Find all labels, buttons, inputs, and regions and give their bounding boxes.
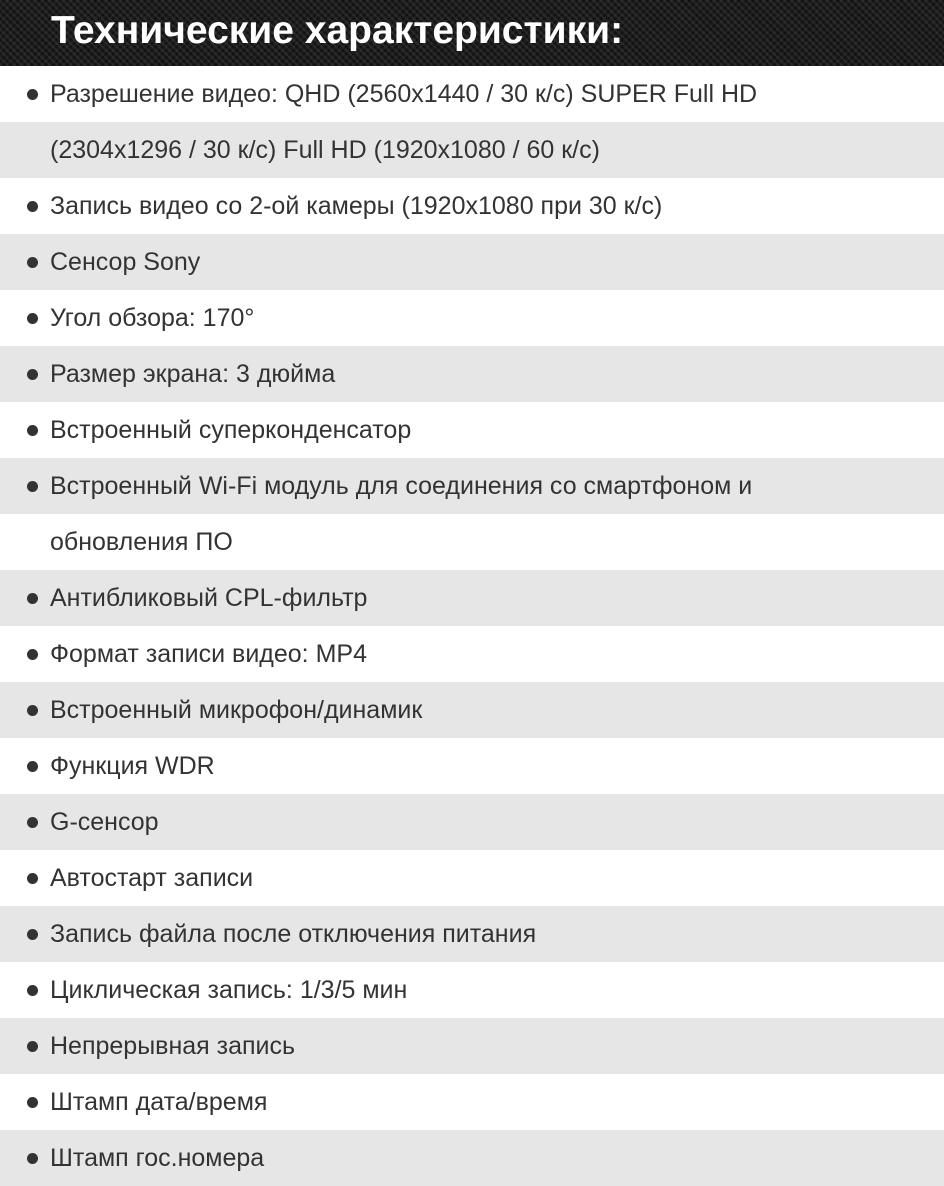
spec-row-plate-stamp: [0, 1130, 944, 1186]
bullet-icon: [27, 761, 38, 772]
spec-row-sensor: [0, 234, 944, 290]
spec-row-g-sensor: [0, 794, 944, 850]
spec-text: Встроенный микрофон/динамик: [50, 696, 423, 724]
spec-row-loop-recording: [0, 962, 944, 1018]
bullet-icon: [27, 1153, 38, 1164]
spec-text: Угол обзора: 170°: [50, 304, 255, 332]
bullet-icon: [27, 1097, 38, 1108]
bullet-icon: [27, 201, 38, 212]
bullet-icon: [27, 649, 38, 660]
spec-row-view-angle: [0, 290, 944, 346]
bullet-icon: [27, 481, 38, 492]
bullet-icon: [27, 89, 38, 100]
spec-text: G-сенсор: [50, 808, 159, 836]
spec-row-screen-size: [0, 346, 944, 402]
spec-row-resolution: [0, 66, 944, 122]
spec-row-autostart: [0, 850, 944, 906]
spec-row-wifi-continued: [0, 514, 944, 570]
header-banner: [0, 0, 944, 66]
spec-row-power-off-recording: [0, 906, 944, 962]
spec-text: Непрерывная запись: [50, 1032, 296, 1060]
bullet-icon: [27, 425, 38, 436]
bullet-icon: [27, 1041, 38, 1052]
spec-row-format: [0, 626, 944, 682]
bullet-icon: [27, 873, 38, 884]
spec-text: Размер экрана: 3 дюйма: [50, 360, 336, 388]
bullet-icon: [27, 985, 38, 996]
spec-text: Функция WDR: [50, 752, 215, 780]
spec-row-cpl-filter: [0, 570, 944, 626]
bullet-icon: [27, 705, 38, 716]
spec-list: [0, 66, 944, 1186]
spec-text: Запись видео со 2-ой камеры (1920x1080 при 30 к/с): [50, 192, 663, 220]
bullet-icon: [27, 369, 38, 380]
spec-row-wifi: [0, 458, 944, 514]
spec-row-continuous-recording: [0, 1018, 944, 1074]
spec-row-supercapacitor: [0, 402, 944, 458]
spec-text: Штамп дата/время: [50, 1088, 268, 1116]
spec-text: Автостарт записи: [50, 864, 254, 892]
spec-row-date-stamp: [0, 1074, 944, 1130]
spec-text: Антибликовый CPL-фильтр: [50, 584, 368, 612]
bullet-icon: [27, 593, 38, 604]
spec-text: обновления ПО: [50, 528, 233, 556]
bullet-icon: [27, 817, 38, 828]
bullet-icon: [27, 929, 38, 940]
bullet-icon: [27, 257, 38, 268]
spec-text: Разрешение видео: QHD (2560x1440 / 30 к/с) SUPER Full HD: [50, 80, 758, 108]
spec-row-microphone: [0, 682, 944, 738]
spec-text: Формат записи видео: MP4: [50, 640, 367, 668]
spec-text: Встроенный Wi-Fi модуль для соединения со смартфоном и: [50, 472, 753, 500]
spec-row-second-camera: [0, 178, 944, 234]
spec-text: Встроенный суперконденсатор: [50, 416, 412, 444]
spec-text: Штамп гос.номера: [50, 1144, 265, 1172]
page-title: Технические характеристики:: [51, 9, 624, 52]
spec-text: Сенсор Sony: [50, 248, 201, 276]
spec-text: (2304x1296 / 30 к/с) Full HD (1920x1080 / 60 к/с): [50, 136, 600, 164]
spec-row-wdr: [0, 738, 944, 794]
spec-text: Запись файла после отключения питания: [50, 920, 537, 948]
spec-text: Циклическая запись: 1/3/5 мин: [50, 976, 408, 1004]
bullet-icon: [27, 313, 38, 324]
spec-row-resolution-continued: [0, 122, 944, 178]
